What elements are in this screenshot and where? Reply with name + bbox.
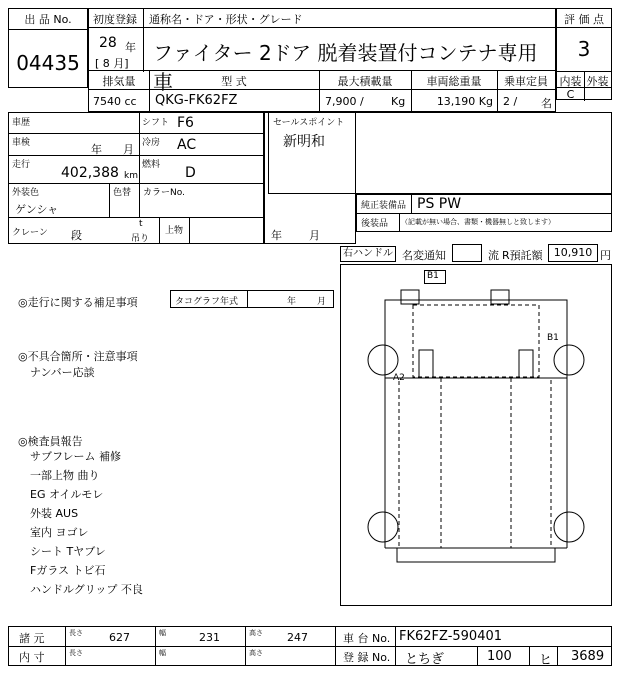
flow-label: 流 — [488, 249, 499, 262]
inspector-item: EG オイルモレ — [30, 488, 104, 501]
inner-label: 内 寸 — [19, 651, 45, 664]
defect-item: ナンバー応談 — [30, 366, 95, 379]
inspector-item: Fガラス トビ石 — [30, 564, 106, 577]
height-value: 247 — [287, 631, 308, 644]
car-name: ファイター 2ドア 脱着装置付コンテナ専用車 — [153, 41, 538, 94]
gvw-label: 車両総重量 — [426, 75, 482, 88]
tacho-box — [170, 290, 334, 308]
ac-value: AC — [177, 137, 197, 153]
color-no-label: カラーNo. — [143, 188, 185, 198]
aftermarket-note: （記載が無い場合、書類・機器無しと致します） — [401, 218, 555, 226]
r-price-value: 10,910 — [548, 244, 598, 262]
name-label: 通称名・ドア・形状・グレード — [149, 13, 303, 26]
capacity-label: 乗車定員 — [504, 75, 548, 88]
odo-label: 名変通知 — [402, 249, 446, 262]
interior-label: 内装 — [559, 75, 582, 88]
plate-class: 100 — [487, 649, 512, 664]
tacho-year: 年 — [287, 297, 297, 307]
shift-label: シフト — [142, 118, 170, 128]
defect-title: ◎不具合箇所・注意事項 — [18, 350, 138, 363]
spec-box — [88, 70, 556, 112]
reg-year-unit: 年 — [125, 41, 136, 54]
plate-area: とちぎ — [405, 652, 445, 667]
inspection-label: 車検 — [12, 138, 31, 148]
damage-diagram — [340, 264, 612, 606]
max-load-label: 最大積載量 — [337, 75, 393, 88]
upper-month: 月 — [309, 229, 320, 242]
exterior-label: 外装 — [586, 75, 609, 88]
upper-label: 上物 — [165, 226, 184, 236]
model-label: 型 式 — [221, 75, 247, 88]
score-box — [556, 8, 612, 100]
length-label: 長さ — [69, 629, 83, 637]
interior-value: C — [566, 88, 575, 101]
plate-number: 3689 — [571, 649, 605, 664]
inner-length-label: 長さ — [69, 649, 83, 657]
crane-ton: t — [139, 219, 143, 229]
upper-year: 年 — [271, 229, 282, 242]
mileage-value: 402,388 — [61, 165, 119, 181]
max-load-value: 7,900 / — [325, 95, 364, 108]
inspector-item: 室内 ヨゴレ — [30, 526, 89, 539]
mileage-label: 走行 — [12, 160, 31, 170]
tacho-label: タコグラフ年式 — [175, 297, 239, 307]
info-left — [8, 112, 264, 244]
dimensions-table — [8, 626, 612, 666]
dims-label: 諸 元 — [19, 632, 45, 645]
inner-height-label: 高さ — [249, 649, 263, 657]
displacement-label: 排気量 — [102, 75, 136, 88]
chassis-label: 車 台 No. — [343, 632, 391, 645]
sales-label: セールスポイント — [273, 118, 345, 128]
crane-stage: 段 — [71, 229, 82, 242]
inspector-item: シート Tヤブレ — [30, 545, 106, 558]
inspector-item: 外装 AUS — [30, 507, 79, 520]
width-value: 231 — [199, 631, 220, 644]
inspection-month: 月 — [123, 143, 134, 156]
inspection-year: 年 — [91, 143, 102, 156]
fuel-label: 燃料 — [142, 160, 161, 170]
crane-hang: 吊り — [131, 234, 150, 244]
history-label: 車歴 — [12, 118, 31, 128]
score-value: 3 — [577, 37, 591, 61]
capacity-value: 2 / — [503, 95, 518, 108]
r-price-label: R預託額 — [502, 249, 543, 262]
inspector-title: ◎検査員報告 — [18, 435, 83, 448]
height-label: 高さ — [249, 629, 263, 637]
inner-width-label: 幅 — [159, 649, 166, 657]
rhd-badge: 右ハンドル — [340, 246, 396, 262]
crane-label: クレーン — [12, 228, 48, 238]
width-label: 幅 — [159, 629, 166, 637]
damage-code-a2: A2 — [393, 373, 405, 383]
length-value: 627 — [109, 631, 130, 644]
fuel-value: D — [185, 165, 196, 181]
reg-no-label: 登 録 No. — [343, 651, 391, 664]
tacho-month: 月 — [317, 297, 327, 307]
damage-code-b1-side: B1 — [547, 333, 559, 343]
shift-value: F6 — [177, 115, 194, 131]
ac-label: 冷房 — [142, 138, 161, 148]
gvw-value: 13,190 Kg — [436, 95, 493, 108]
capacity-unit: 名 — [541, 97, 552, 110]
truck-outline-svg — [341, 265, 611, 605]
lot-label: 出 品 No. — [24, 13, 72, 26]
reg-label: 初度登録 — [93, 13, 137, 26]
color-label: 外装色 — [12, 188, 40, 198]
lot-number: 04435 — [16, 51, 80, 75]
displacement-value: 7540 cc — [93, 95, 137, 108]
mileage-unit: km — [124, 171, 138, 181]
plate-kana: ヒ — [539, 653, 553, 668]
inspector-item: サブフレーム 補修 — [30, 450, 122, 463]
max-load-unit: Kg — [391, 95, 406, 108]
damage-code-b1-top: B1 — [427, 271, 439, 281]
inspector-item: 一部上物 曲り — [30, 469, 100, 482]
color-code-label: 色替 — [113, 188, 132, 198]
inspector-item: ハンドルグリップ 不良 — [30, 583, 143, 596]
r-price-unit: 円 — [600, 249, 611, 262]
sales-value: 新明和 — [283, 134, 325, 150]
equip-label: 純正装備品 — [361, 201, 407, 211]
sales-box — [268, 112, 612, 194]
reg-year: 28 — [99, 35, 117, 51]
reg-month: [ 8 月] — [95, 57, 129, 70]
score-label: 評 価 点 — [564, 13, 604, 26]
odo-box — [452, 244, 482, 262]
color-value: ゲンシャ — [15, 203, 59, 216]
aftermarket-label: 後装品 — [361, 219, 389, 229]
equip-box — [356, 194, 612, 232]
lot-number-box — [8, 8, 88, 88]
equip-value: PS PW — [417, 196, 462, 212]
model-value: QKG-FK62FZ — [155, 93, 238, 108]
running-title: ◎走行に関する補足事項 — [18, 296, 138, 309]
chassis-value: FK62FZ-590401 — [399, 629, 503, 644]
